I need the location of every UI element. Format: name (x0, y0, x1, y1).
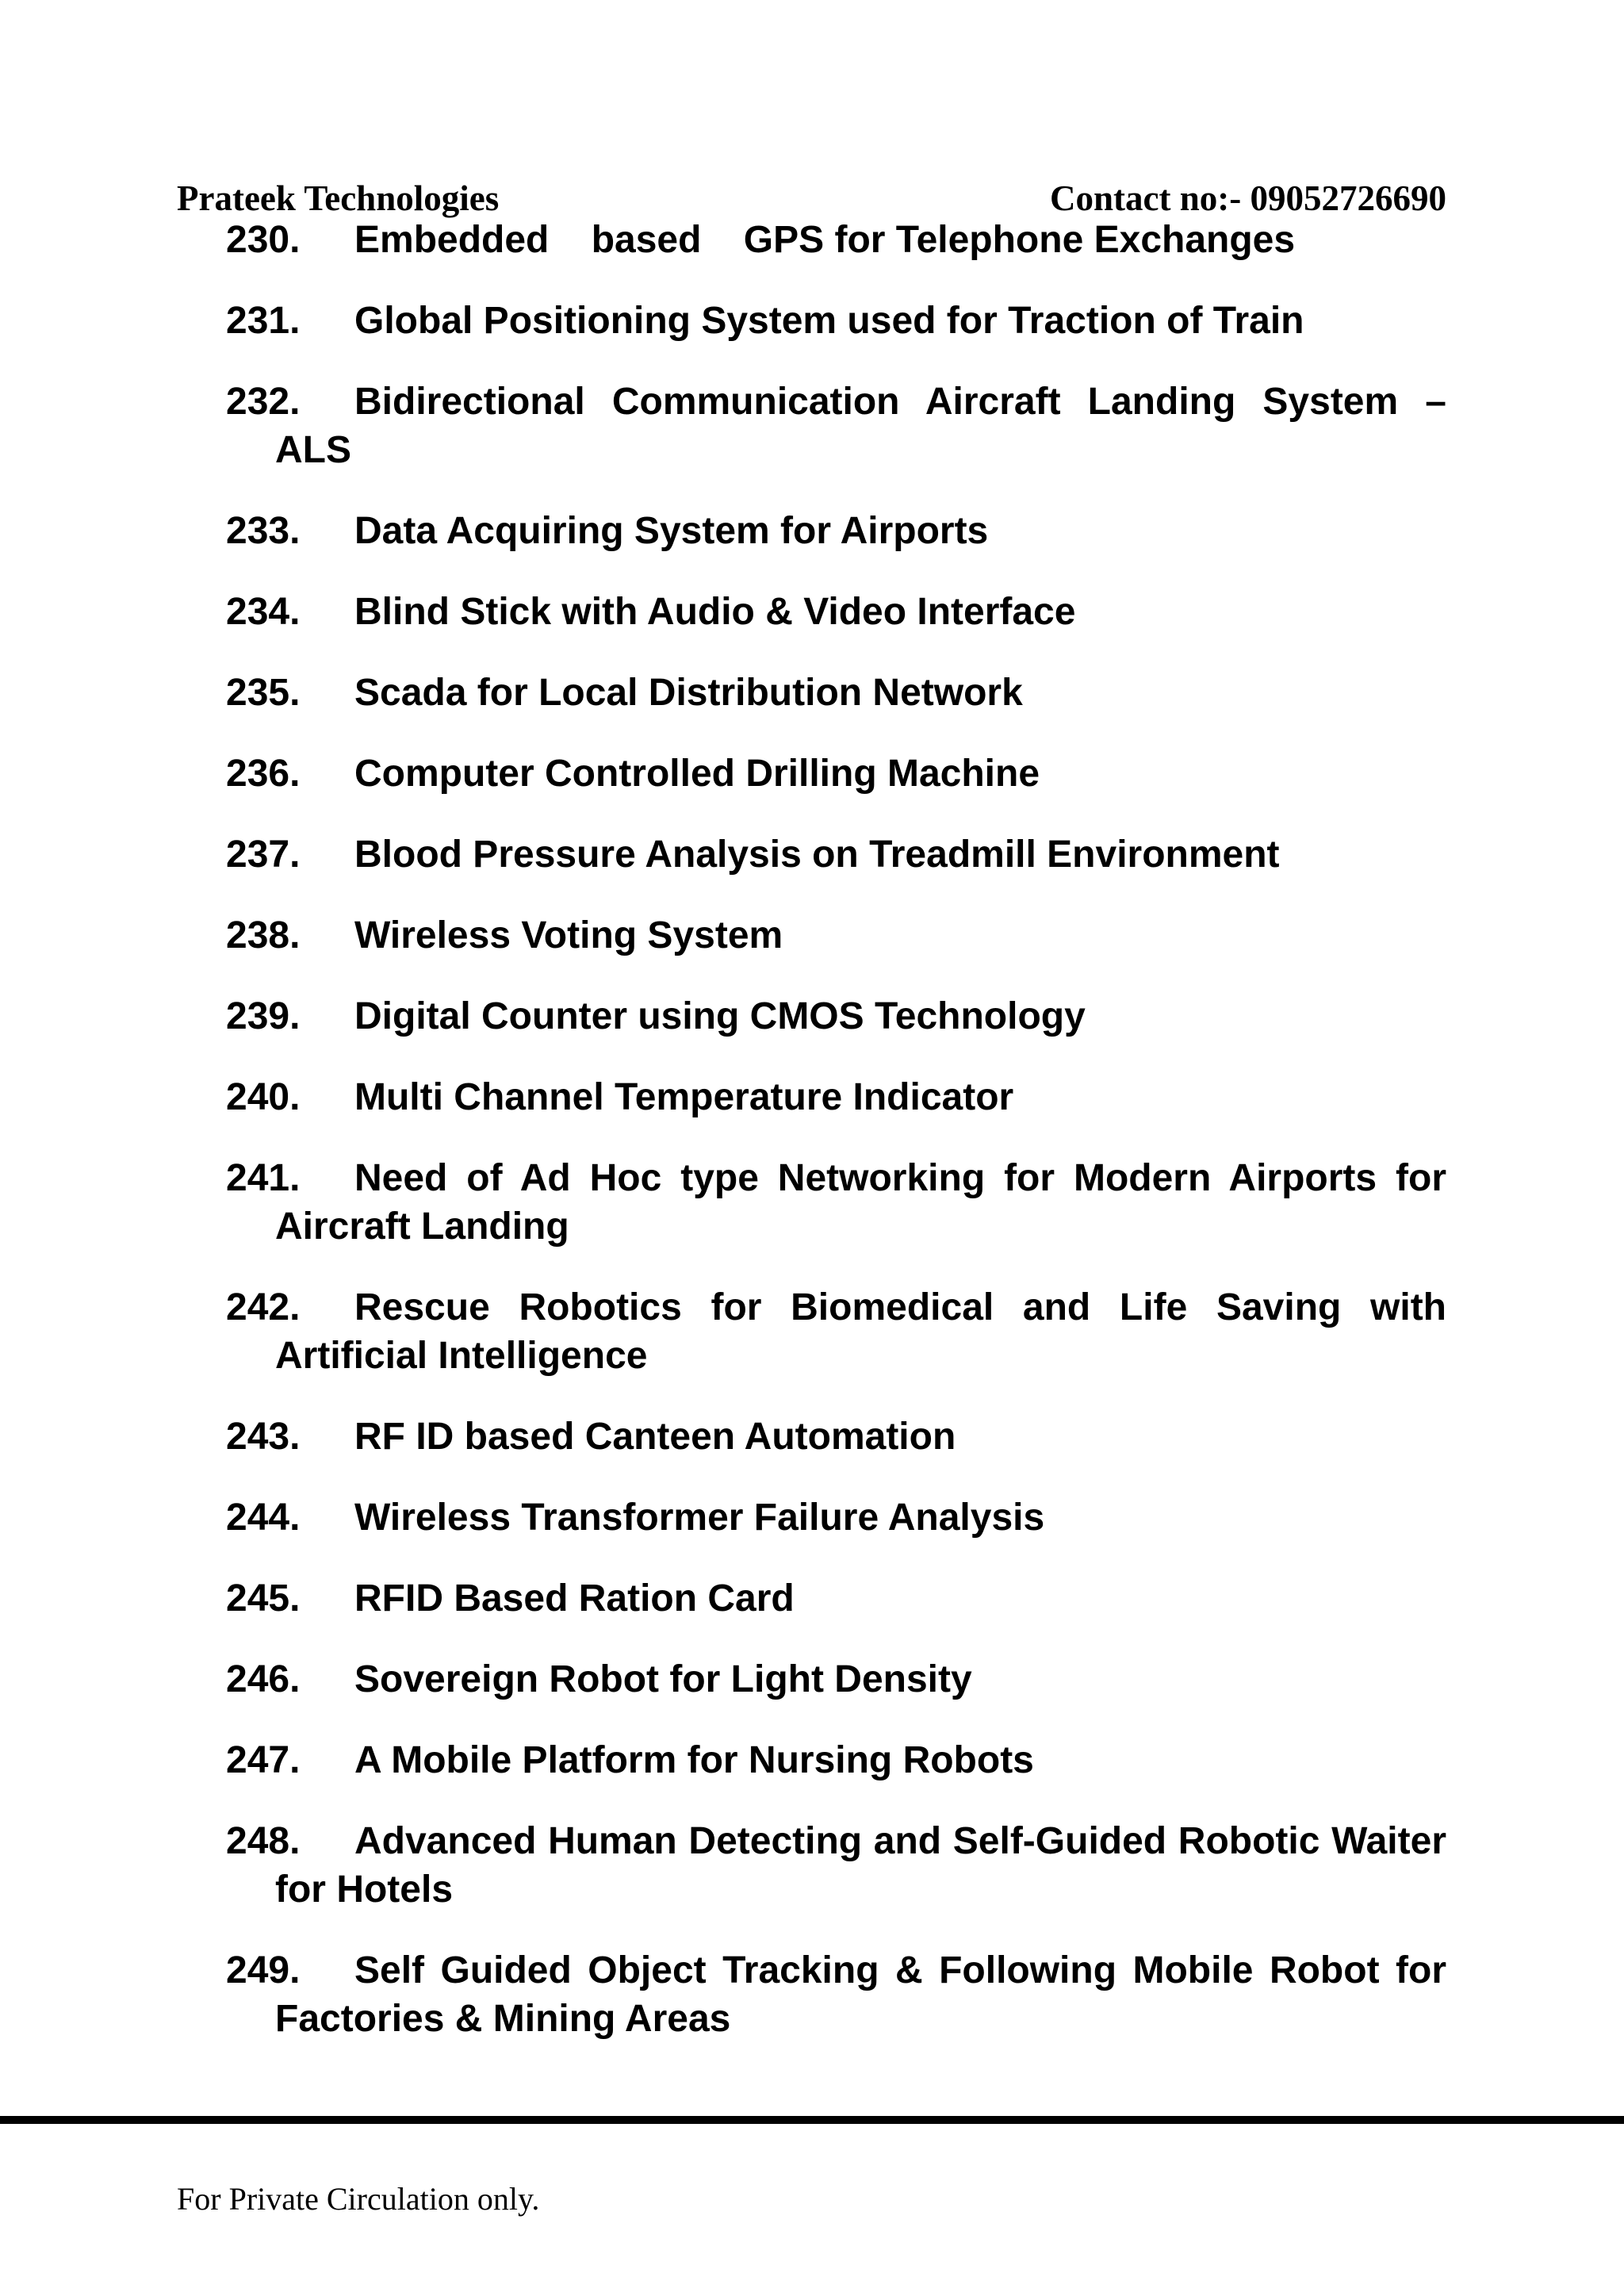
list-item (226, 1412, 1446, 1461)
item-number: 245. (226, 1577, 301, 1619)
item-text: Self Guided Object Tracking & Following Mobile Robot for Factories & Mining Areas (275, 1949, 1446, 2040)
item-text: A Mobile Platform for Nursing Robots (354, 1739, 1034, 1781)
list-item (226, 378, 1446, 474)
item-number: 239. (226, 995, 301, 1037)
item-text: Rescue Robotics for Biomedical and Life Saving with Artificial Intelligence (275, 1286, 1446, 1377)
item-number: 243. (226, 1416, 301, 1458)
item-text: Data Acquiring System for Airports (354, 510, 989, 552)
list-item (226, 830, 1446, 879)
item-number: 249. (226, 1949, 301, 1991)
item-number: 234. (226, 591, 301, 633)
item-number: 238. (226, 914, 301, 956)
item-text: Computer Controlled Drilling Machine (354, 753, 1040, 795)
footer-divider (0, 2116, 1624, 2124)
item-text: Bidirectional Communication Aircraft Landing System – ALS (275, 381, 1446, 471)
list-item (226, 216, 1446, 264)
item-number: 248. (226, 1820, 301, 1862)
list-item (226, 1073, 1446, 1121)
item-text: Wireless Transformer Failure Analysis (354, 1497, 1045, 1539)
list-item (226, 1946, 1446, 2043)
item-number: 240. (226, 1076, 301, 1118)
item-number: 237. (226, 834, 301, 876)
item-text: Embedded based GPS for Telephone Exchanges (354, 219, 1296, 261)
project-list (226, 216, 1446, 2076)
item-text: Global Positioning System used for Traction of Train (354, 300, 1304, 342)
page-header (177, 176, 1446, 220)
list-item (226, 1283, 1446, 1380)
item-number: 246. (226, 1658, 301, 1700)
list-item (226, 1574, 1446, 1623)
item-number: 233. (226, 510, 301, 552)
list-item (226, 1493, 1446, 1542)
item-number: 236. (226, 753, 301, 795)
list-item (226, 1655, 1446, 1704)
list-item (226, 297, 1446, 345)
page-footer (177, 2179, 539, 2219)
list-item (226, 992, 1446, 1041)
item-number: 232. (226, 381, 301, 423)
list-item (226, 911, 1446, 960)
list-item (226, 507, 1446, 555)
footer-note: For Private Circulation only. (177, 2181, 540, 2217)
item-number: 235. (226, 672, 301, 714)
list-item (226, 1736, 1446, 1784)
item-number: 230. (226, 219, 301, 261)
item-number: 241. (226, 1157, 301, 1199)
item-text: Need of Ad Hoc type Networking for Modern Airports for Aircraft Landing (275, 1157, 1446, 1248)
item-number: 231. (226, 300, 301, 342)
list-item (226, 1154, 1446, 1251)
item-text: Scada for Local Distribution Network (354, 672, 1023, 714)
list-item (226, 749, 1446, 798)
item-text: Blind Stick with Audio & Video Interface (354, 591, 1076, 633)
company-name: Prateek Technologies (177, 178, 500, 218)
item-number: 242. (226, 1286, 301, 1328)
list-item (226, 669, 1446, 717)
item-number: 244. (226, 1497, 301, 1539)
contact-number: Contact no:- 09052726690 (1050, 178, 1446, 218)
list-item (226, 1817, 1446, 1914)
item-number: 247. (226, 1739, 301, 1781)
item-text: Advanced Human Detecting and Self-Guided Robotic Waiter for Hotels (275, 1820, 1446, 1911)
item-text: Multi Channel Temperature Indicator (354, 1076, 1014, 1118)
item-text: RF ID based Canteen Automation (354, 1416, 956, 1458)
list-item (226, 588, 1446, 636)
item-text: RFID Based Ration Card (354, 1577, 795, 1619)
item-text: Digital Counter using CMOS Technology (354, 995, 1086, 1037)
item-text: Wireless Voting System (354, 914, 783, 956)
item-text: Blood Pressure Analysis on Treadmill Environment (354, 834, 1280, 876)
item-text: Sovereign Robot for Light Density (354, 1658, 972, 1700)
